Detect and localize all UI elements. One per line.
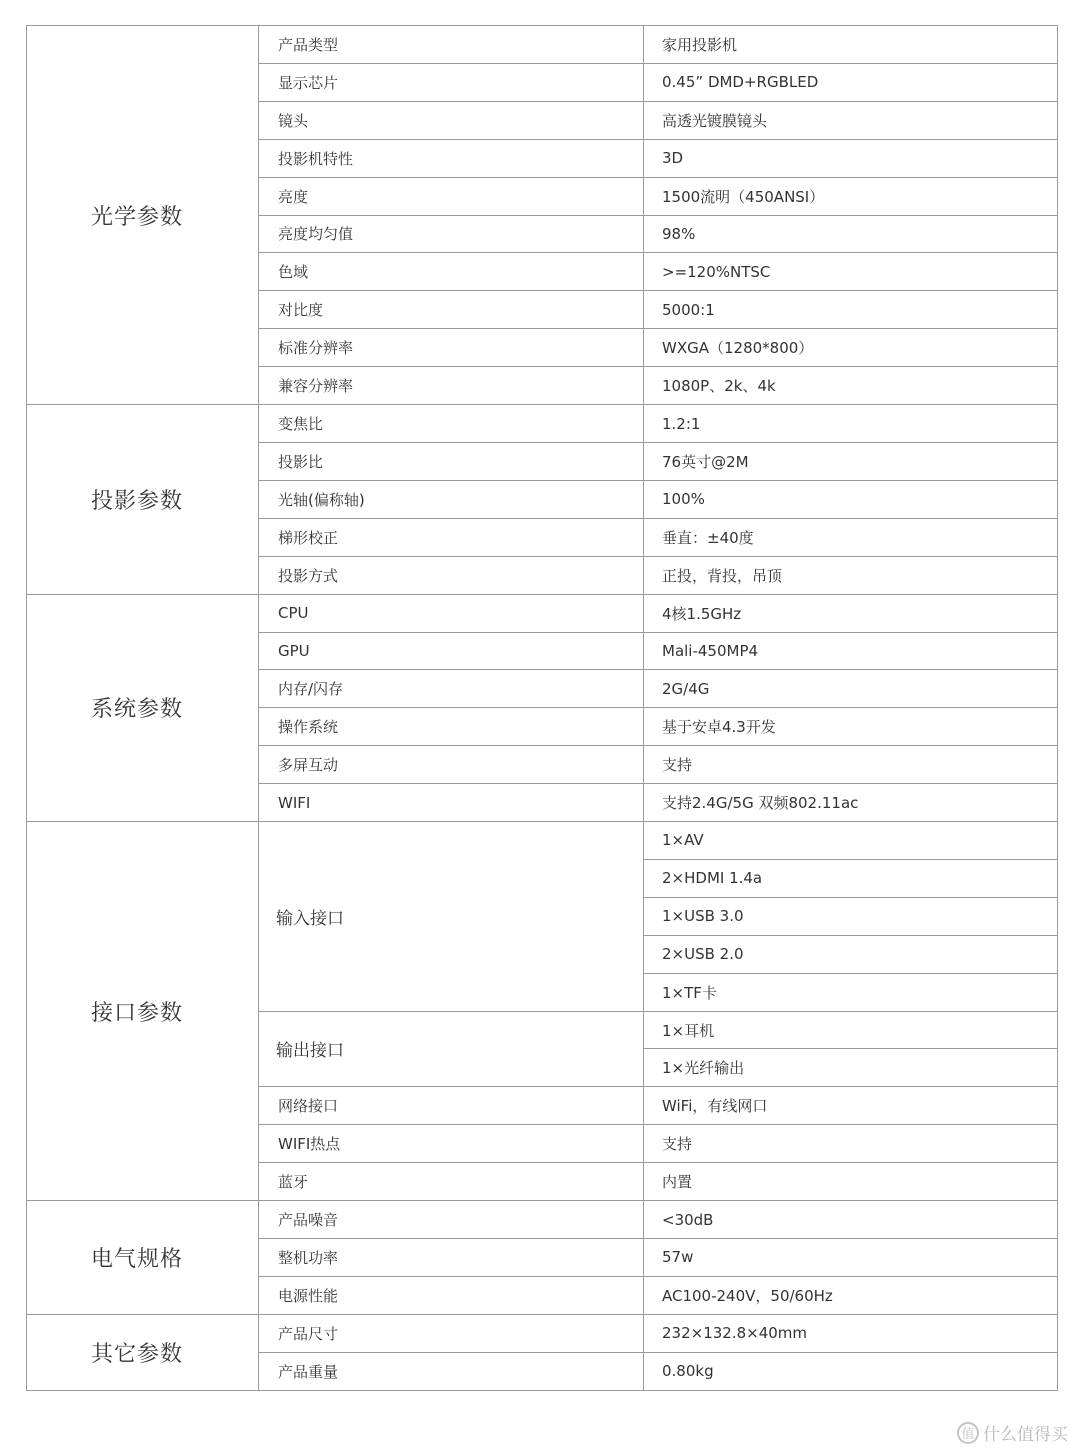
watermark-text: 什么值得买 (983, 1425, 1068, 1445)
spec-label: GPU (259, 632, 644, 670)
spec-value: 0.45” DMD+RGBLED (644, 63, 1058, 101)
spec-value: 高透光镀膜镜头 (644, 101, 1058, 139)
spec-label: 亮度 (259, 177, 644, 215)
spec-table-body (27, 26, 1058, 1391)
spec-value: 内置 (644, 1163, 1058, 1201)
input-port-value: 2×HDMI 1.4a (644, 859, 1058, 897)
spec-label: 投影比 (259, 442, 644, 480)
input-port-value: 1×AV (644, 822, 1058, 860)
spec-label: 产品类型 (259, 26, 644, 64)
spec-label: 光轴(偏称轴) (259, 480, 644, 518)
spec-value: 57w (644, 1239, 1058, 1277)
spec-label: 投影机特性 (259, 139, 644, 177)
spec-value: >=120%NTSC (644, 253, 1058, 291)
spec-label: 标准分辨率 (259, 329, 644, 367)
spec-value: 支持 (644, 746, 1058, 784)
spec-value: 基于安卓4.3开发 (644, 708, 1058, 746)
spec-label: 色域 (259, 253, 644, 291)
spec-label: 投影方式 (259, 556, 644, 594)
input-port-value: 1×USB 3.0 (644, 897, 1058, 935)
spec-value: 正投，背投，吊顶 (644, 556, 1058, 594)
spec-value: WiFi，有线网口 (644, 1087, 1058, 1125)
spec-value: 0.80kg (644, 1352, 1058, 1390)
spec-row (27, 822, 1058, 860)
spec-table (26, 25, 1058, 1391)
spec-label: WIFI热点 (259, 1125, 644, 1163)
watermark-logo-icon: 值 (957, 1422, 979, 1444)
spec-value: 5000:1 (644, 291, 1058, 329)
spec-value: 4核1.5GHz (644, 594, 1058, 632)
spec-label: 电源性能 (259, 1276, 644, 1314)
output-port-value: 1×耳机 (644, 1011, 1058, 1049)
output-port-value: 1×光纤输出 (644, 1049, 1058, 1087)
spec-value: 1080P、2k、4k (644, 367, 1058, 405)
spec-label: 兼容分辨率 (259, 367, 644, 405)
spec-value: 支持 (644, 1125, 1058, 1163)
spec-label: 产品尺寸 (259, 1314, 644, 1352)
spec-label: 对比度 (259, 291, 644, 329)
spec-label: 显示芯片 (259, 63, 644, 101)
spec-row (27, 594, 1058, 632)
section-title-system: 系统参数 (27, 594, 259, 821)
spec-value: 家用投影机 (644, 26, 1058, 64)
spec-value: 232×132.8×40mm (644, 1314, 1058, 1352)
input-port-value: 2×USB 2.0 (644, 935, 1058, 973)
spec-value: Mali-450MP4 (644, 632, 1058, 670)
spec-row (27, 1201, 1058, 1239)
spec-label: 镜头 (259, 101, 644, 139)
spec-value: AC100-240V，50/60Hz (644, 1276, 1058, 1314)
spec-value: 76英寸@2M (644, 442, 1058, 480)
spec-row (27, 405, 1058, 443)
section-title-optical: 光学参数 (27, 26, 259, 405)
section-title-projection: 投影参数 (27, 405, 259, 595)
spec-label: 产品噪音 (259, 1201, 644, 1239)
spec-value: 支持2.4G/5G 双频802.11ac (644, 784, 1058, 822)
spec-row (27, 1314, 1058, 1352)
spec-label: 产品重量 (259, 1352, 644, 1390)
spec-label: 网络接口 (259, 1087, 644, 1125)
spec-label: 蓝牙 (259, 1163, 644, 1201)
spec-label: CPU (259, 594, 644, 632)
spec-row (27, 26, 1058, 64)
spec-value: 3D (644, 139, 1058, 177)
spec-value: 1.2:1 (644, 405, 1058, 443)
section-title-electrical: 电气规格 (27, 1201, 259, 1315)
spec-value: 98% (644, 215, 1058, 253)
output-ports-label: 输出接口 (259, 1011, 644, 1087)
spec-label: 操作系统 (259, 708, 644, 746)
spec-label: 整机功率 (259, 1239, 644, 1277)
spec-value: <30dB (644, 1201, 1058, 1239)
spec-value: 1500流明（450ANSI） (644, 177, 1058, 215)
spec-label: 变焦比 (259, 405, 644, 443)
spec-value: 100% (644, 480, 1058, 518)
input-ports-label: 输入接口 (259, 822, 644, 1012)
spec-value: 垂直：±40度 (644, 518, 1058, 556)
spec-value: 2G/4G (644, 670, 1058, 708)
section-title-interface: 接口参数 (27, 822, 259, 1201)
spec-label: WIFI (259, 784, 644, 822)
spec-label: 内存/闪存 (259, 670, 644, 708)
spec-label: 亮度均匀值 (259, 215, 644, 253)
watermark (957, 1420, 1068, 1445)
input-port-value: 1×TF卡 (644, 973, 1058, 1011)
section-title-other: 其它参数 (27, 1314, 259, 1390)
spec-label: 多屏互动 (259, 746, 644, 784)
spec-label: 梯形校正 (259, 518, 644, 556)
spec-value: WXGA（1280*800） (644, 329, 1058, 367)
